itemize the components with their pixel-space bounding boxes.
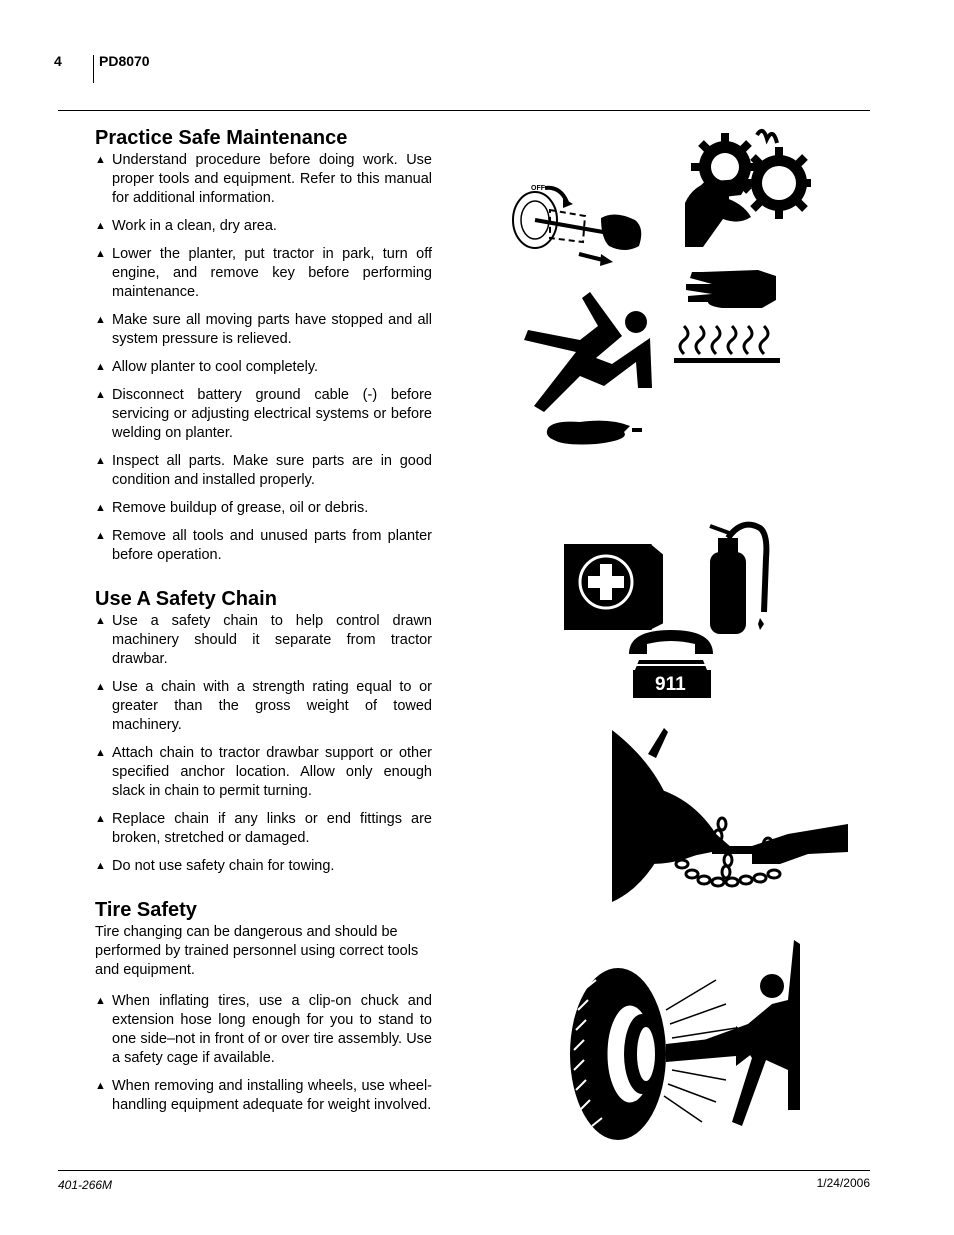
bullet-triangle-icon: ▲ (95, 813, 106, 825)
ignition-key-icon (505, 180, 655, 272)
bullet-triangle-icon: ▲ (95, 747, 106, 759)
bullet-list (95, 151, 432, 565)
list-item-text: Make sure all moving parts have stopped and all system pressure is relieved. (112, 312, 432, 347)
list-item (95, 810, 432, 848)
list-item (95, 744, 432, 801)
list-item-text: Work in a clean, dry area. (112, 218, 277, 234)
bullet-triangle-icon: ▲ (95, 995, 106, 1007)
list-item (95, 1077, 432, 1115)
section-intro: Tire changing can be dangerous and should be performed by trained personnel using correct tools and equipment. (95, 924, 419, 978)
list-item-text: Allow planter to cool completely. (112, 359, 319, 375)
bullet-triangle-icon: ▲ (95, 615, 106, 627)
header-divider (93, 55, 94, 83)
list-item-text: Remove buildup of grease, oil or debris. (112, 500, 369, 516)
footer-part-number: 401-266M (58, 1178, 113, 1192)
page-number: 4 (54, 53, 62, 69)
tire-explosion-icon (566, 940, 802, 1146)
bullet-triangle-icon: ▲ (95, 361, 106, 373)
section-title: Tire Safety (95, 899, 197, 921)
list-item-text: When removing and installing wheels, use wheel-handling equipment adequate for weight involved. (112, 1078, 432, 1113)
list-item-text: Use a safety chain to help control drawn machinery should it separate from tractor drawbar. (112, 613, 432, 667)
list-item-text: Attach chain to tractor drawbar support or other specified anchor location. Allow only enough slack in chain to permit turning. (112, 745, 432, 799)
bullet-triangle-icon: ▲ (95, 220, 106, 232)
safety-chain-icon (612, 724, 852, 904)
list-item-text: Do not use safety chain for towing. (112, 858, 335, 874)
list-item-text: Use a chain with a strength rating equal to or greater than the gross weight of towed machinery. (112, 679, 432, 733)
ignition-off-label: OFF (531, 185, 545, 192)
list-item (95, 386, 432, 443)
list-item-text: Replace chain if any links or end fittings are broken, stretched or damaged. (112, 811, 432, 846)
bullet-triangle-icon: ▲ (95, 1080, 106, 1092)
section-title: Practice Safe Maintenance (95, 127, 348, 149)
list-item (95, 678, 432, 735)
list-item-text: Inspect all parts. Make sure parts are in good condition and installed properly. (112, 453, 432, 488)
section-safety-chain (95, 587, 432, 876)
bottom-rule (58, 1170, 870, 1171)
list-item-text: Understand procedure before doing work. Use proper tools and equipment. Refer to this manual for additional information. (112, 152, 432, 206)
list-item (95, 612, 432, 669)
list-item (95, 245, 432, 302)
gears-hand-icon (683, 125, 811, 247)
list-item (95, 217, 432, 236)
section-title: Use A Safety Chain (95, 588, 277, 610)
list-item (95, 527, 432, 565)
hot-surface-hand-icon (672, 268, 784, 368)
bullet-triangle-icon: ▲ (95, 681, 106, 693)
bullet-list (95, 992, 432, 1115)
bullet-triangle-icon: ▲ (95, 248, 106, 260)
document-code: PD8070 (99, 53, 150, 69)
bullet-list (95, 612, 432, 876)
list-item (95, 857, 432, 876)
emergency-number: 911 (655, 674, 686, 695)
list-item (95, 452, 432, 490)
list-item-text: When inflating tires, use a clip-on chuck and extension hose long enough for you to stand to one side–not in front of or over tire assembly. Use a safety cage if available. (112, 993, 432, 1066)
list-item (95, 992, 432, 1068)
bullet-triangle-icon: ▲ (95, 860, 106, 872)
telephone-icon (625, 624, 717, 700)
list-item (95, 151, 432, 208)
bullet-triangle-icon: ▲ (95, 455, 106, 467)
section-tire-safety (95, 898, 432, 1115)
bullet-triangle-icon: ▲ (95, 154, 106, 166)
bullet-triangle-icon: ▲ (95, 389, 106, 401)
text-column (95, 126, 432, 1124)
slip-fall-icon (520, 290, 660, 450)
list-item (95, 358, 432, 377)
first-aid-kit-icon (560, 538, 668, 630)
top-rule (58, 110, 870, 111)
list-item-text: Disconnect battery ground cable (-) before servicing or adjusting electrical systems or before welding on planter. (112, 387, 432, 441)
list-item-text: Remove all tools and unused parts from planter before operation. (112, 528, 432, 563)
list-item-text: Lower the planter, put tractor in park, turn off engine, and remove key before performing maintenance. (112, 246, 432, 300)
section-safe-maintenance (95, 126, 432, 565)
bullet-triangle-icon: ▲ (95, 502, 106, 514)
fire-extinguisher-icon (702, 518, 774, 634)
list-item (95, 499, 432, 518)
bullet-triangle-icon: ▲ (95, 530, 106, 542)
list-item (95, 311, 432, 349)
bullet-triangle-icon: ▲ (95, 314, 106, 326)
footer-date: 1/24/2006 (816, 1176, 870, 1190)
